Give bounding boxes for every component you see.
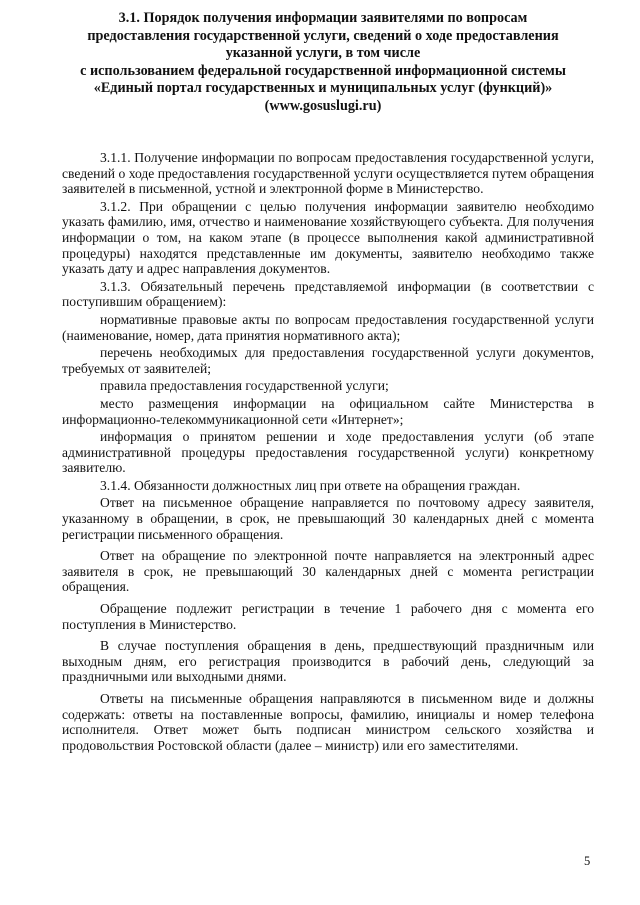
document-body	[62, 150, 594, 753]
paragraph-3-1-1: 3.1.1. Получение информации по вопросам предоставления государственной услуги, сведений о ходе предоставления государственной услуги осуществляется путем обращения заявителей в письменной, устной и электронной форме в Министерство.	[62, 150, 594, 197]
paragraph-registration: Обращение подлежит регистрации в течение 1 рабочего дня с момента его поступления в Министерство.	[62, 601, 594, 632]
paragraph-written-replies: Ответы на письменные обращения направляются в письменном виде и должны содержать: ответы на поставленные вопросы, фамилию, инициалы и номер телефона исполнителя. Ответ может быть подписан министром сельского хозяйства и продовольствия Ростовской области (далее – министр) или его заместителями.	[62, 691, 594, 753]
list-item-decision: информация о принятом решении и ходе предоставления услуги (об этапе административной процедуры предоставления государственной услуги) конкретному заявителю.	[62, 429, 594, 476]
paragraph-email-reply: Ответ на обращение по электронной почте направляется на электронный адрес заявителя в срок, не превышающий 30 календарных дней с момента регистрации обращения.	[62, 548, 594, 595]
heading-line-6: (www.gosuslugi.ru)	[264, 97, 382, 114]
list-item-legal-acts: нормативные правовые акты по вопросам предоставления государственной услуги (наименование, номер, дата принятия нормативного акта);	[62, 311, 594, 343]
section-heading	[50, 10, 596, 116]
heading-line-4: с использованием федеральной государственной информационной системы	[80, 62, 566, 79]
page-number: 5	[584, 854, 591, 868]
list-item-website: место размещения информации на официальном сайте Министерства в информационно-телекоммуникационной сети «Интернет»;	[62, 395, 594, 427]
paragraph-3-1-3: 3.1.3. Обязательный перечень представляемой информации (в соответствии с поступившим обращением):	[62, 278, 594, 310]
list-item-rules: правила предоставления государственной услуги;	[100, 378, 389, 394]
paragraph-postal-reply: Ответ на письменное обращение направляется по почтовому адресу заявителя, указанному в обращении, в срок, не превышающий 30 календарных дней с момента регистрации письменного обращения.	[62, 495, 594, 542]
heading-line-5: «Единый портал государственных и муниципальных услуг (функций)»	[93, 80, 553, 97]
paragraph-3-1-2: 3.1.2. При обращении с целью получения информации заявителю необходимо указать фамилию, имя, отчество и наименование хозяйствующего субъекта. Для получения информации о том, на каком этапе (в процессе выполнения какой административной процедуры) находятся представленные им документы, заявителю необходимо также указать дату и адрес направления документов.	[62, 198, 594, 277]
heading-line-2: предоставления государственной услуги, сведений о ходе предоставления	[87, 27, 559, 44]
paragraph-3-1-4: 3.1.4. Обязанности должностных лиц при ответе на обращения граждан.	[100, 477, 521, 493]
heading-line-1: 3.1. Порядок получения информации заявителями по вопросам	[118, 10, 528, 26]
paragraph-holidays: В случае поступления обращения в день, предшествующий праздничным или выходным дням, его регистрация производится в рабочий день, следующий за праздничными или выходными днями.	[62, 638, 594, 685]
list-item-documents: перечень необходимых для предоставления государственной услуги документов, требуемых от заявителей;	[62, 345, 594, 376]
heading-line-3: указанной услуги, в том числе	[225, 45, 421, 62]
